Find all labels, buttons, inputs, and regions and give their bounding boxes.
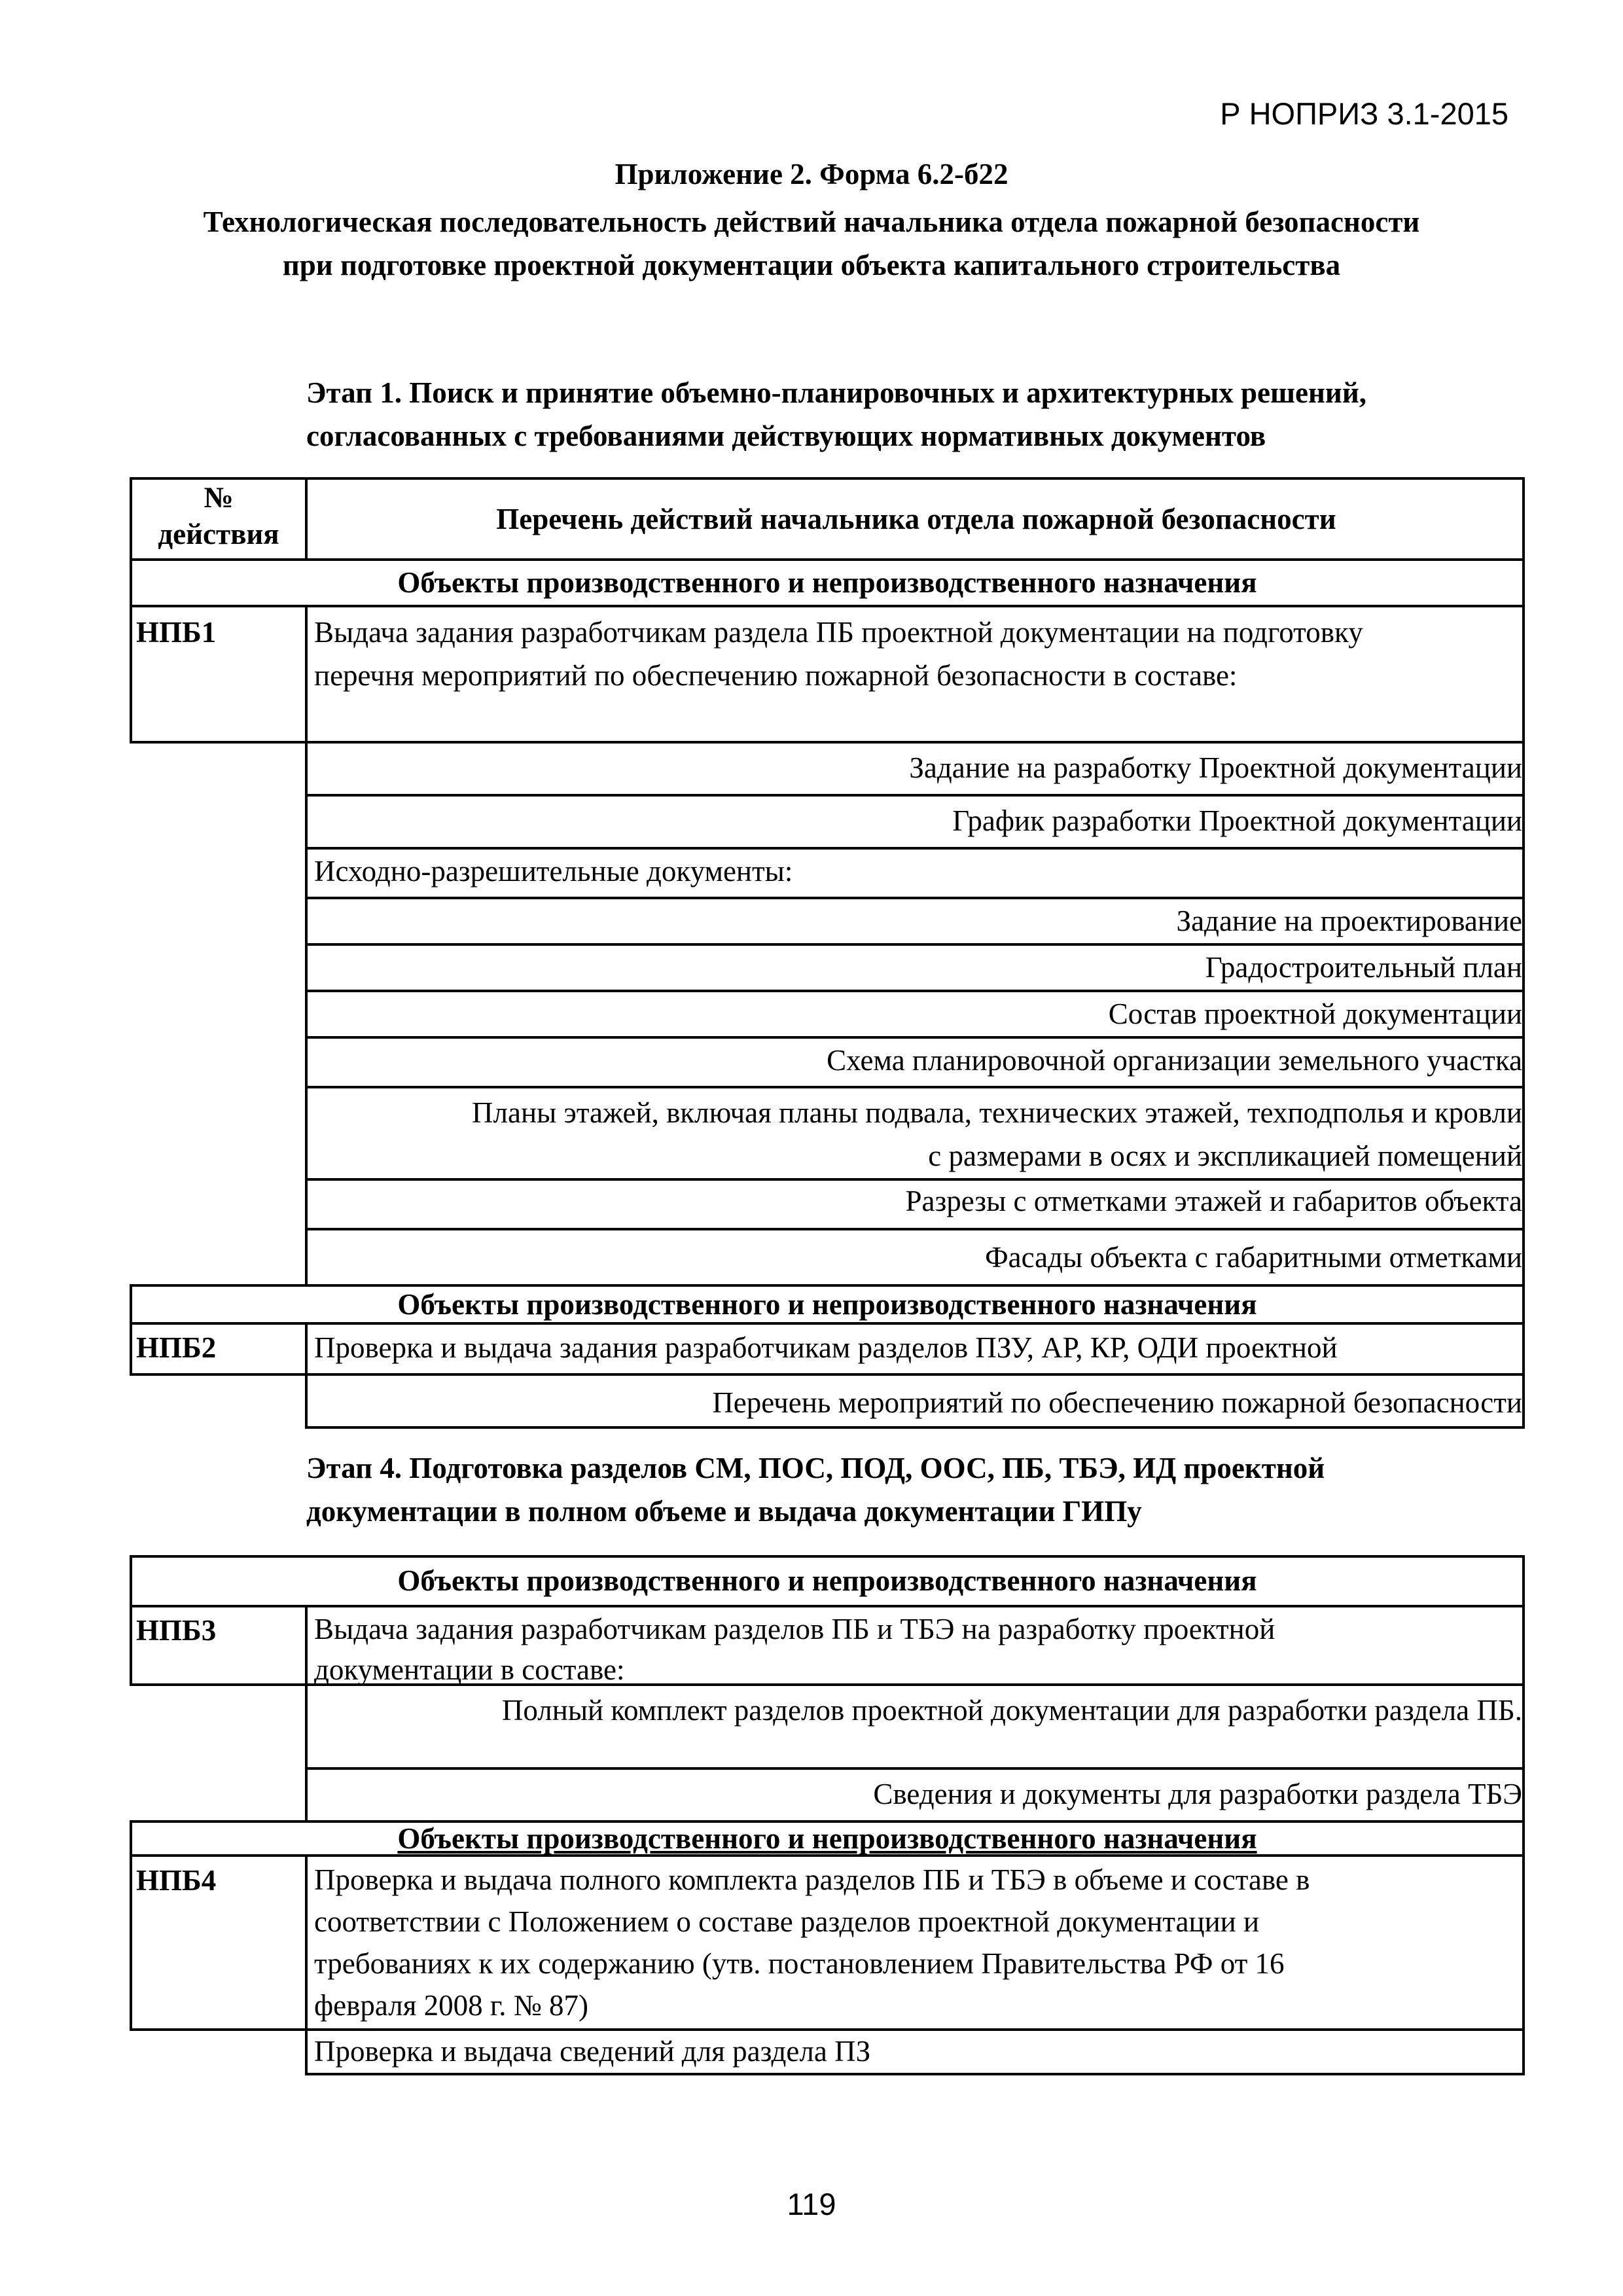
npb1-source-doc-2: Градостроительный план xyxy=(1205,951,1522,984)
npb4-code: НПБ4 xyxy=(136,1864,217,1897)
npb1-source-docs-label: Исходно-разрешительные документы: xyxy=(314,855,793,888)
npb1-source-doc-3: Состав проектной документации xyxy=(1108,997,1522,1030)
npb1-text xyxy=(308,611,1363,697)
npb1-plans xyxy=(308,1091,1525,1177)
num-header xyxy=(130,479,308,552)
npb4-item: Проверка и выдача сведений для раздела ПЗ xyxy=(314,2035,871,2068)
npb1-plans-line-2: с размерами в осях и экспликацией помещений xyxy=(928,1139,1522,1172)
npb3-text xyxy=(308,1609,1275,1690)
npb1-more-item-2: Фасады объекта с габаритными отметками xyxy=(985,1241,1522,1274)
appendix-label: Приложение 2. Форма 6.2-б22 xyxy=(615,158,1008,190)
npb1-plans-line-1: Планы этажей, включая планы подвала, технических этажей, техподполья и кровли xyxy=(472,1096,1522,1129)
section-title: Объекты производственного и непроизводственного назначения xyxy=(397,1564,1257,1597)
stage4-heading xyxy=(306,1446,1524,1533)
npb1-source-doc-1: Задание на проектирование xyxy=(1176,905,1522,937)
npb1-text-line-1: Выдача задания разработчикам раздела ПБ проектной документации на подготовку xyxy=(314,616,1363,649)
title-line-2: при подготовке проектной документации объекта капитального строительства xyxy=(282,249,1341,281)
stage1-line-1: Этап 1. Поиск и принятие объемно-планировочных и архитектурных решений, xyxy=(306,376,1367,409)
npb1-code: НПБ1 xyxy=(136,616,217,649)
npb4-text-line-4: февраля 2008 г. № 87) xyxy=(314,1989,588,2022)
npb3-text-line-2: документации в составе: xyxy=(314,1653,625,1686)
stage1-line-2: согласованных с требованиями действующих нормативных документов xyxy=(306,420,1266,452)
stage4-line-2: документации в полном объеме и выдача документации ГИПу xyxy=(306,1495,1142,1528)
stage4-line-1: Этап 4. Подготовка разделов СМ, ПОС, ПОД, ООС, ПБ, ТБЭ, ИД проектной xyxy=(306,1452,1325,1484)
npb1-item-2: График разработки Проектной документации xyxy=(952,804,1522,837)
npb2-text: Проверка и выдача задания разработчикам разделов ПЗУ, АР, КР, ОДИ проектной xyxy=(314,1331,1338,1364)
npb4-text-line-1: Проверка и выдача полного комплекта разделов ПБ и ТБЭ в объеме и составе в xyxy=(314,1863,1310,1896)
npb1-item-1: Задание на разработку Проектной документации xyxy=(909,751,1522,784)
section-title: Объекты производственного и непроизводственного назначения xyxy=(397,1822,1257,1855)
npb3-item-2: Сведения и документы для разработки раздела ТБЭ xyxy=(873,1778,1522,1810)
npb2-item: Перечень мероприятий по обеспечению пожарной безопасности xyxy=(712,1386,1522,1419)
stage1-heading xyxy=(306,371,1524,457)
list-header: Перечень действий начальника отдела пожарной безопасности xyxy=(496,503,1336,535)
npb3-text-line-1: Выдача задания разработчикам разделов ПБ и ТБЭ на разработку проектной xyxy=(314,1613,1275,1645)
page-number: 119 xyxy=(787,2187,836,2221)
npb3-item-1: Полный комплект разделов проектной документации для разработки раздела ПБ. xyxy=(501,1694,1522,1727)
num-header-line-1: № xyxy=(204,481,234,514)
npb4-text xyxy=(308,1859,1310,2026)
npb4-text-line-3: требованиях к их содержанию (утв. постановлением Правительства РФ от 16 xyxy=(314,1947,1285,1980)
npb1-text-line-2: перечня мероприятий по обеспечению пожарной безопасности в составе: xyxy=(314,659,1238,692)
document-code: Р НОПРИЗ 3.1-2015 xyxy=(1220,96,1508,131)
npb3-code: НПБ3 xyxy=(136,1614,217,1647)
section-title: Объекты производственного и непроизводственного назначения xyxy=(397,1288,1257,1321)
npb1-source-doc-4: Схема планировочной организации земельного участка xyxy=(827,1044,1522,1077)
num-header-line-2: действия xyxy=(158,518,279,550)
npb2-code: НПБ2 xyxy=(136,1331,217,1364)
npb1-more-item-1: Разрезы с отметками этажей и габаритов объекта xyxy=(905,1185,1522,1217)
page-title xyxy=(0,200,1623,287)
section-title: Объекты производственного и непроизводственного назначения xyxy=(397,566,1257,599)
npb4-text-line-2: соответствии с Положением о составе разделов проектной документации и xyxy=(314,1905,1260,1938)
title-line-1: Технологическая последовательность действий начальника отдела пожарной безопасности xyxy=(203,206,1420,238)
